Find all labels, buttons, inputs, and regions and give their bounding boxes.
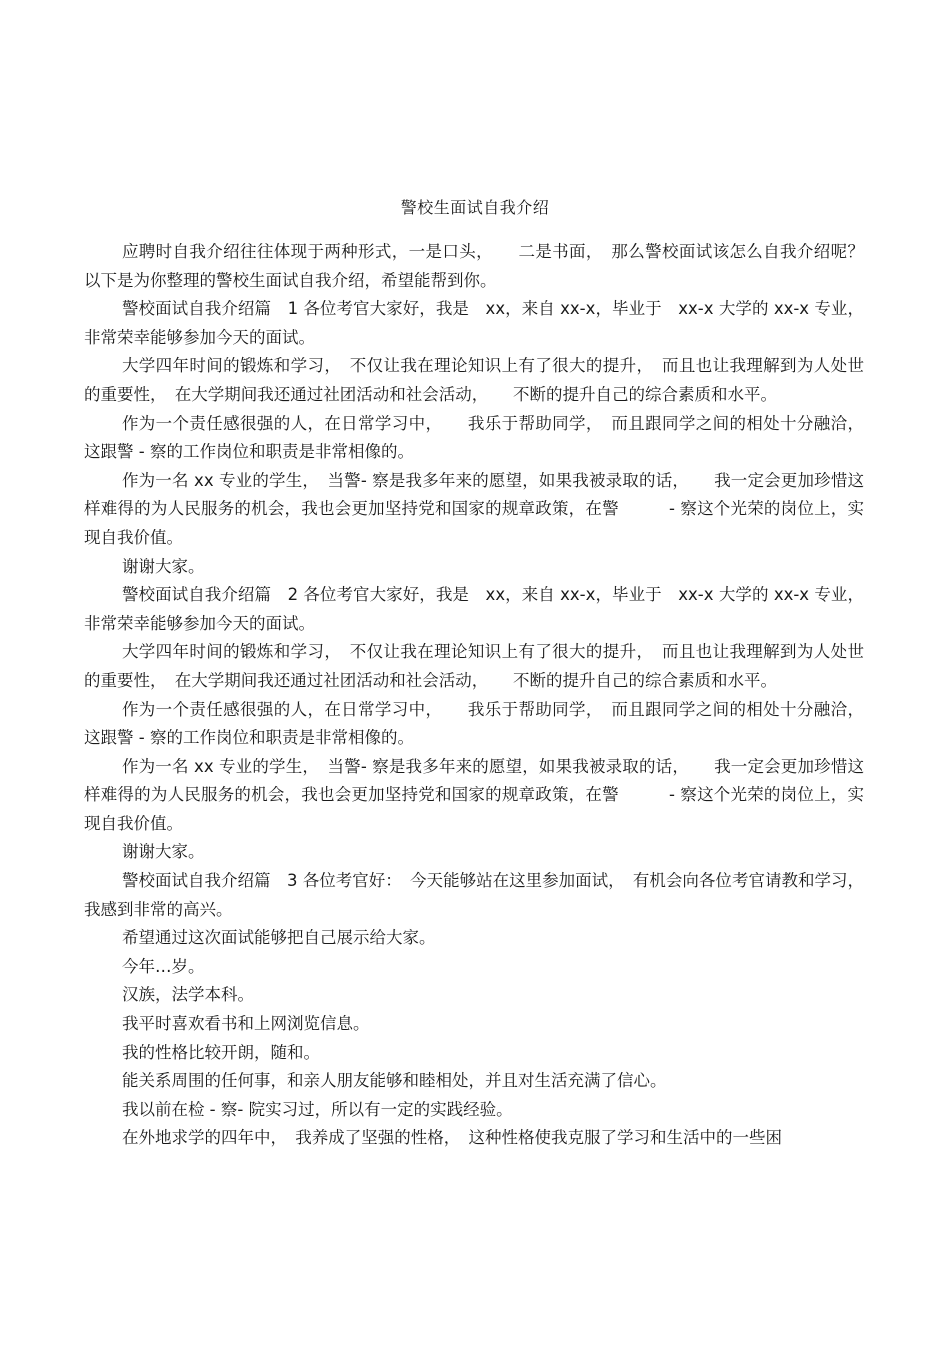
paragraph: 大学四年时间的锻炼和学习， 不仅让我在理论知识上有了很大的提升， 而且也让我理解到为人处世的重要性， 在大学期间我还通过社团活动和社会活动， 不断的提升自己的综合素质和水平。 bbox=[84, 356, 864, 404]
paragraph: 在外地求学的四年中， 我养成了坚强的性格， 这种性格使我克服了学习和生活中的一些困 bbox=[121, 1128, 782, 1148]
paragraph: 谢谢大家。 bbox=[121, 842, 205, 862]
paragraph: 我的性格比较开朗，随和。 bbox=[121, 1042, 320, 1062]
paragraph: 我以前在检 - 察- 院实习过，所以有一定的实践经验。 bbox=[121, 1099, 513, 1119]
paragraph: 我平时喜欢看书和上网浏览信息。 bbox=[121, 1014, 370, 1034]
paragraph: 作为一名 xx 专业的学生， 当警- 察是我多年来的愿望，如果我被录取的话， 我一定会更加珍惜这样难得的为人民服务的机会，我也会更加坚持党和国家的规章政策，在警 - 察这个光荣的岗位上，实现自我价值。 bbox=[84, 470, 864, 547]
paragraph: 作为一名 xx 专业的学生， 当警- 察是我多年来的愿望，如果我被录取的话， 我一定会更加珍惜这样难得的为人民服务的机会，我也会更加坚持党和国家的规章政策，在警 - 察这个光荣的岗位上，实现自我价值。 bbox=[84, 756, 864, 833]
paragraph: 作为一个责任感很强的人，在日常学习中， 我乐于帮助同学， 而且跟同学之间的相处十分融洽，这跟警 - 察的工作岗位和职责是非常相像的。 bbox=[84, 699, 864, 748]
paragraph: 希望通过这次面试能够把自己展示给大家。 bbox=[121, 928, 436, 948]
paragraph: 警校面试自我介绍篇 2 各位考官大家好，我是 xx，来自 xx-x，毕业于 xx-x 大学的 xx-x 专业，非常荣幸能够参加今天的面试。 bbox=[84, 585, 864, 633]
paragraph: 大学四年时间的锻炼和学习， 不仅让我在理论知识上有了很大的提升， 而且也让我理解到为人处世的重要性， 在大学期间我还通过社团活动和社会活动， 不断的提升自己的综合素质和水平。 bbox=[84, 642, 864, 690]
paragraph: 汉族，法学本科。 bbox=[121, 985, 254, 1005]
paragraph: 谢谢大家。 bbox=[121, 556, 205, 576]
paragraph: 能关系周围的任何事，和亲人朋友能够和睦相处，并且对生活充满了信心。 bbox=[121, 1071, 667, 1091]
document-body bbox=[84, 238, 864, 1153]
paragraph: 今年…岁。 bbox=[121, 956, 205, 976]
paragraph: 警校面试自我介绍篇 1 各位考官大家好，我是 xx，来自 xx-x，毕业于 xx-x 大学的 xx-x 专业，非常荣幸能够参加今天的面试。 bbox=[84, 299, 864, 347]
paragraph: 作为一个责任感很强的人，在日常学习中， 我乐于帮助同学， 而且跟同学之间的相处十分融洽，这跟警 - 察的工作岗位和职责是非常相像的。 bbox=[84, 413, 864, 462]
document-title: 警校生面试自我介绍 bbox=[400, 198, 550, 217]
paragraph: 应聘时自我介绍往往体现于两种形式，一是口头， 二是书面， 那么警校面试该怎么自我介绍呢？以下是为你整理的警校生面试自我介绍，希望能帮到你。 bbox=[84, 242, 864, 290]
paragraph: 警校面试自我介绍篇 3 各位考官好： 今天能够站在这里参加面试， 有机会向各位考官请教和学习，我感到非常的高兴。 bbox=[84, 871, 864, 919]
